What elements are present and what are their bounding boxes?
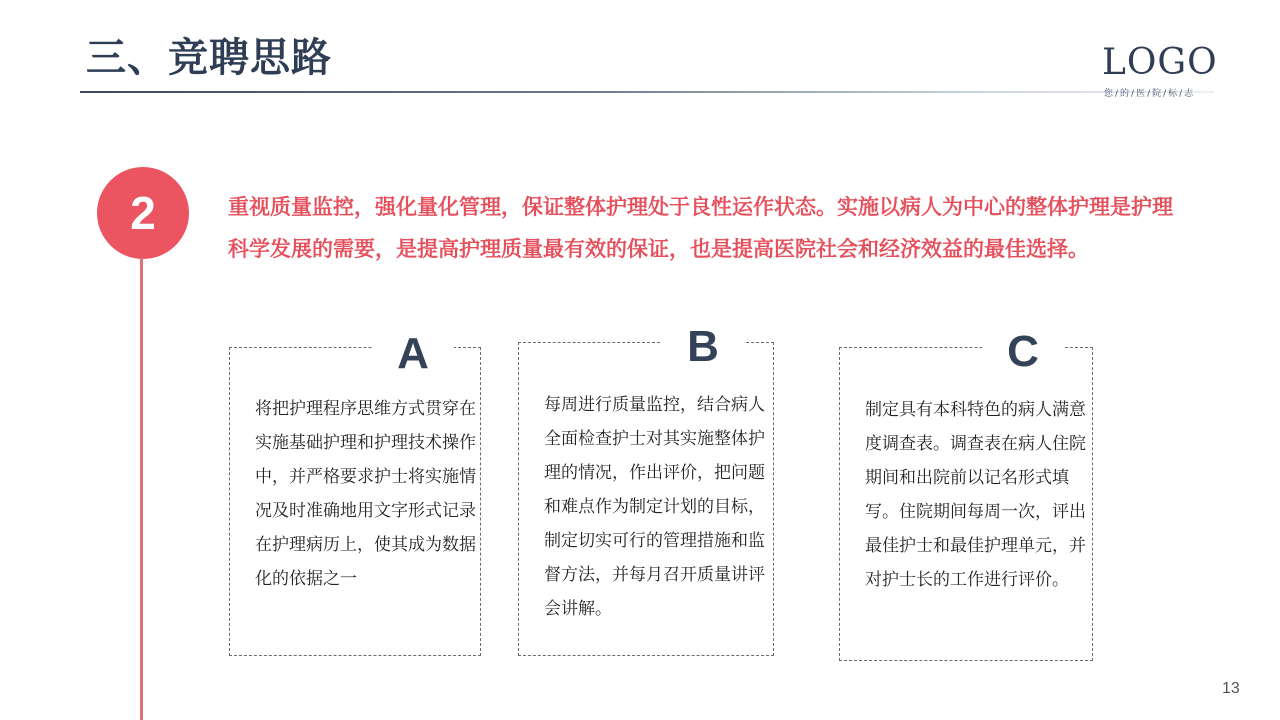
title-divider xyxy=(80,91,1214,93)
section-lead-text: 重视质量监控，强化量化管理，保证整体护理处于良性运作状态。实施以病人为中心的整体护理是护理科学发展的需要，是提高护理质量最有效的保证，也是提高医院社会和经济效益的最佳选择。 xyxy=(228,195,1173,261)
card-c-letter: C xyxy=(982,330,1064,376)
logo-subtitle: 您/的/医/院/标/志 xyxy=(1104,89,1196,99)
card-b-text: 每周进行质量监控，结合病人全面检查护士对其实施整体护理的情况，作出评价，把问题和难点作为制定计划的目标，制定切实可行的管理措施和监督方法，并每月召开质量讲评会讲解。 xyxy=(544,395,765,619)
card-b-letter: B xyxy=(662,325,744,371)
timeline-line xyxy=(140,258,143,720)
section-number-badge: 2 xyxy=(97,167,189,259)
logo: LOGO xyxy=(1102,42,1218,83)
card-a-letter: A xyxy=(372,332,454,378)
card-c-text: 制定具有本科特色的病人满意度调查表。调查表在病人住院期间和出院前以记名形式填写。住院期间每周一次，评出最佳护士和最佳护理单元，并对护士长的工作进行评价。 xyxy=(865,400,1086,590)
card-a-text: 将把护理程序思维方式贯穿在实施基础护理和护理技术操作中，并严格要求护士将实施情况及时准确地用文字形式记录在护理病历上，使其成为数据化的依据之一 xyxy=(255,399,476,589)
page-title: 三、竞聘思路 xyxy=(86,35,332,81)
page-number: 13 xyxy=(1222,680,1240,697)
